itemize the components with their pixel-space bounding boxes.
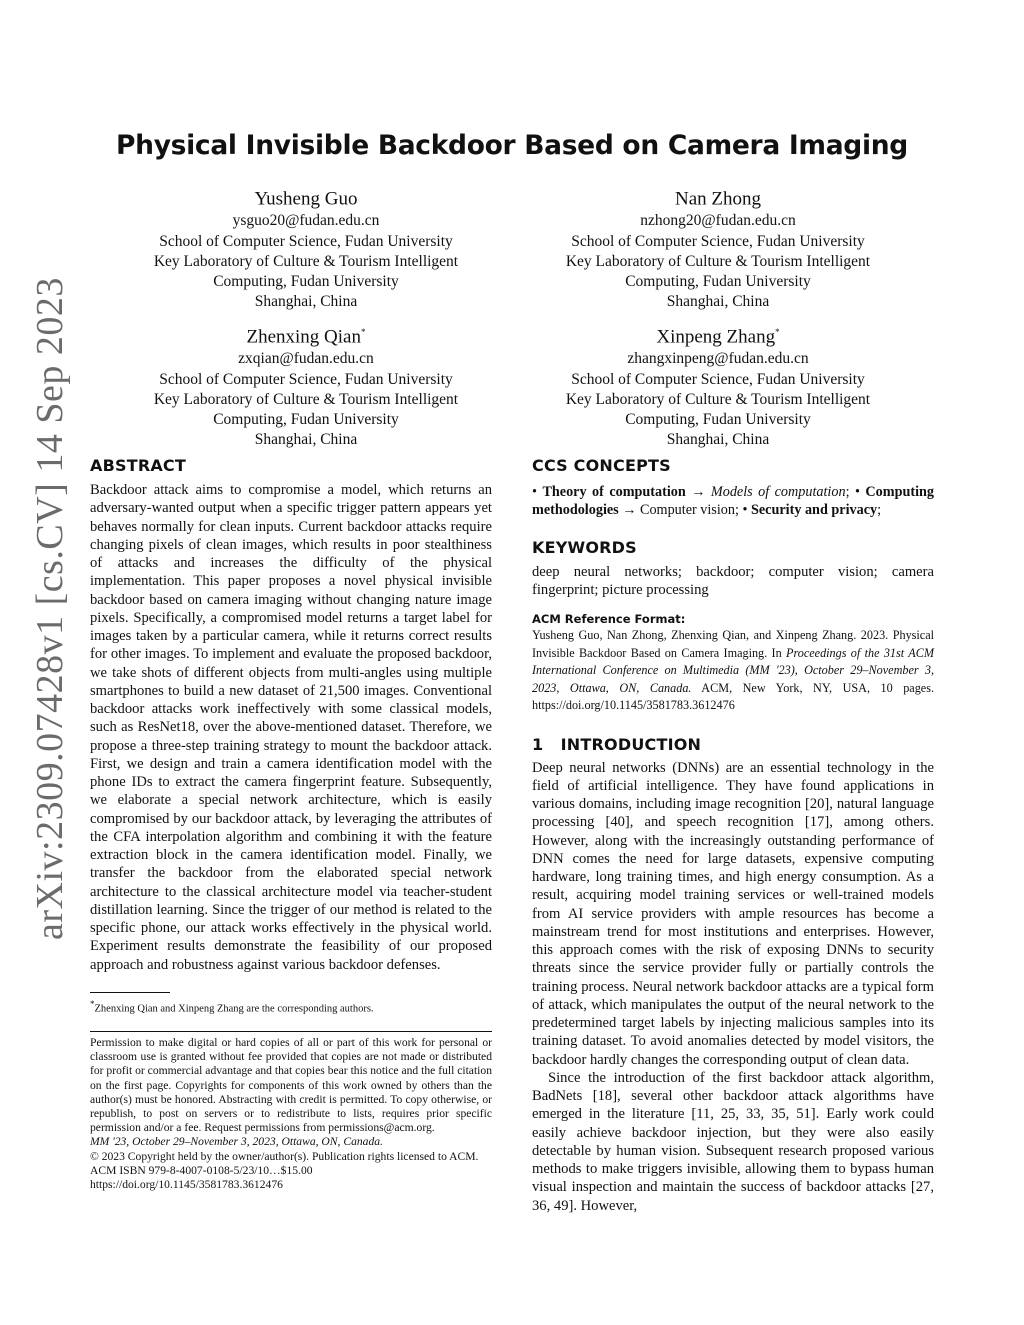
- introduction-body: [532, 759, 934, 1215]
- author-affiliation: Computing, Fudan University: [213, 272, 399, 290]
- ccs-term: Theory of computation: [542, 484, 686, 500]
- arxiv-sidebar-id: arXiv:2309.07428v1 [cs.CV] 14 Sep 2023: [29, 277, 71, 940]
- author-affiliation: School of Computer Science, Fudan University: [571, 370, 865, 388]
- footnote-mark: *: [90, 999, 95, 1009]
- author-location: Shanghai, China: [666, 431, 770, 449]
- corresponding-mark: *: [361, 327, 366, 337]
- permission-doi[interactable]: https://doi.org/10.1145/3581783.3612476: [90, 1178, 283, 1192]
- introduction-heading: 1 INTRODUCTION: [532, 734, 702, 754]
- author-affiliation: Computing, Fudan University: [625, 272, 811, 290]
- reference-format-label: ACM Reference Format:: [532, 612, 686, 626]
- abstract-heading: ABSTRACT: [90, 456, 186, 475]
- ccs-concepts: • Theory of computation → Models of computation; • Computing methodologies → Computer vision; • Security and privacy;: [532, 484, 935, 519]
- permission-text: Permission to make digital or hard copies of all or part of this work for personal or classroom use is granted without fee provided that copies are not made or distributed for profit or commercial advantage and that copies bear this notice and the full citation on the first page. Copyrights for components of this work owned by others than the author(s) must be honored. Abstracting with credit is permitted. To copy otherwise, or republish, to post on servers or to redistribute to lists, requires prior specific permission and/or a fee. Request permissions from permissions@acm.org.: [90, 1036, 492, 1135]
- author-block: [518, 182, 918, 312]
- ccs-term: Computing methodologies: [532, 484, 935, 519]
- section-number: 1: [532, 734, 544, 754]
- paragraph: Since the introduction of the first backdoor attack algorithm, BadNets [18], several other backdoor attack algorithms have emerged in the literature [11, 25, 33, 35, 51]. Early work could easily achieve backdoor injection, but they were also easily detectable by human vision. Subsequent research proposed various methods to make triggers invisible, allowing them to bypass human visual inspection and maintain the success of backdoor attacks [27, 36, 49]. However,: [532, 1069, 934, 1214]
- author-name: Xinpeng Zhang: [656, 326, 776, 348]
- keywords-heading: KEYWORDS: [532, 537, 637, 557]
- abstract-text: Backdoor attack aims to compromise a model, which returns an adversary-wanted output when a specific trigger pattern appears yet behaves normally for clean inputs. Current backdoor attacks require changing pixels of clean images, which results in poor stealthiness of attacks and increases the difficulty of the physical implementation. This paper proposes a novel physical invisible backdoor based on camera imaging without changing nature image pixels. Specifically, a compromised model returns a target label for images taken by a particular camera, while it returns correct results for other images. To implement and evaluate the proposed backdoor, we take shots of different objects from multi-angles using multiple smartphones to build a new dataset of 21,500 images. Conventional backdoor attacks work ineffectively with some classical models, such as ResNet18, over the above-mentioned dataset. Therefore, we propose a three-step training strategy to mount the backdoor attack. First, we design and train a camera identification model with the phone IDs to extract the camera fingerprint feature. Subsequently, we elaborate a special network architecture, which is easily compromised by our backdoor attack, by leveraging the attributes of the CFA interpolation algorithm and combining it with the feature extraction block in the camera identification model. Finally, we transfer the backdoor from the elaborated special network architecture to the classical architecture model via teacher-student distillation learning. Since the trigger of our method is related to the specific phone, our attack works effectively in the physical world. Experiment results demonstrate the feasibility of our proposed approach and robustness against various backdoor defenses.: [90, 482, 492, 973]
- permission-venue: MM '23, October 29–November 3, 2023, Ottawa, ON, Canada.: [90, 1135, 383, 1149]
- footnote-rule: [90, 992, 170, 993]
- footnote: [90, 998, 492, 1016]
- right-column: [532, 456, 934, 1215]
- paragraph: Deep neural networks (DNNs) are an essential technology in the field of artificial intelligence. They have found applications in various domains, including image recognition [20], natural language processing [40], and speech recognition [17], among others. However, along with the increasingly outstanding performance of DNN comes the need for large datasets, expensive computing hardware, long training times, and high energy consumption. As a result, acquiring model training services or well-trained models from AI service providers with ample resources has become a mainstream trend for most institutions and enterprises. However, this approach comes with the risk of exposing DNNs to security threats since the service provider fully or partially controls the training process. Neural network backdoor attacks are a typical form of attack, which manipulates the output of the neural network to the predetermined target labels by injecting malicious samples into its training dataset. To avoid anomalies detected by model visitors, the backdoor hardly changes the corresponding output of clean data.: [532, 759, 934, 1068]
- author-email[interactable]: ysguo20@fudan.edu.cn: [232, 212, 380, 230]
- author-email[interactable]: nzhong20@fudan.edu.cn: [640, 212, 796, 230]
- permission-copyright: © 2023 Copyright held by the owner/author(s). Publication rights licensed to ACM.: [90, 1149, 479, 1163]
- left-column: [90, 456, 492, 974]
- paper-title: Physical Invisible Backdoor Based on Camera Imaging: [116, 130, 908, 161]
- footnote-text: Zhenxing Qian and Xinpeng Zhang are the corresponding authors.: [94, 1003, 374, 1015]
- permission-block: [90, 1036, 492, 1192]
- ccs-heading: CCS CONCEPTS: [532, 456, 671, 475]
- author-location: Shanghai, China: [254, 293, 358, 311]
- keywords-text: deep neural networks; backdoor; computer vision; camera fingerprint; picture processing: [532, 563, 934, 598]
- permission-isbn: ACM ISBN 979-8-4007-0108-5/23/10…$15.00: [90, 1163, 313, 1177]
- reference-format: Yusheng Guo, Nan Zhong, Zhenxing Qian, and Xinpeng Zhang. 2023. Physical Invisible Backdoor Based on Camera Imaging. In Proceedings of the 31st ACM International Conference on Multimedia (MM '23), October 29–November 3, 2023, Ottawa, ON, Canada. ACM, New York, NY, USA, 10 pages. https://doi.org/10.1145/3581783.3612476: [532, 628, 934, 712]
- author-location: Shanghai, China: [666, 293, 770, 311]
- author-email[interactable]: zhangxinpeng@fudan.edu.cn: [627, 350, 809, 368]
- corresponding-mark: *: [775, 327, 780, 337]
- ccs-term: Security and privacy: [750, 502, 878, 519]
- ccs-subterm: Models of computation: [710, 484, 846, 500]
- author-affiliation: Computing, Fudan University: [625, 410, 811, 428]
- author-affiliation: Key Laboratory of Culture & Tourism Intelligent: [153, 390, 459, 408]
- author-name: Nan Zhong: [674, 188, 761, 210]
- author-affiliation: Computing, Fudan University: [213, 410, 399, 428]
- author-affiliation: Key Laboratory of Culture & Tourism Intelligent: [153, 252, 459, 270]
- author-email[interactable]: zxqian@fudan.edu.cn: [238, 350, 374, 368]
- ccs-subterm: Computer vision: [639, 502, 735, 519]
- author-block: [106, 182, 506, 312]
- author-block: [106, 320, 506, 450]
- author-affiliation: Key Laboratory of Culture & Tourism Intelligent: [565, 252, 871, 270]
- author-affiliation: School of Computer Science, Fudan University: [159, 232, 453, 250]
- author-block: [518, 320, 918, 450]
- author-name: Yusheng Guo: [254, 188, 358, 210]
- author-name: Zhenxing Qian: [246, 326, 361, 348]
- permission-rule: [90, 1031, 492, 1032]
- author-affiliation: School of Computer Science, Fudan University: [159, 370, 453, 388]
- author-location: Shanghai, China: [254, 431, 358, 449]
- author-affiliation: Key Laboratory of Culture & Tourism Intelligent: [565, 390, 871, 408]
- author-affiliation: School of Computer Science, Fudan University: [571, 232, 865, 250]
